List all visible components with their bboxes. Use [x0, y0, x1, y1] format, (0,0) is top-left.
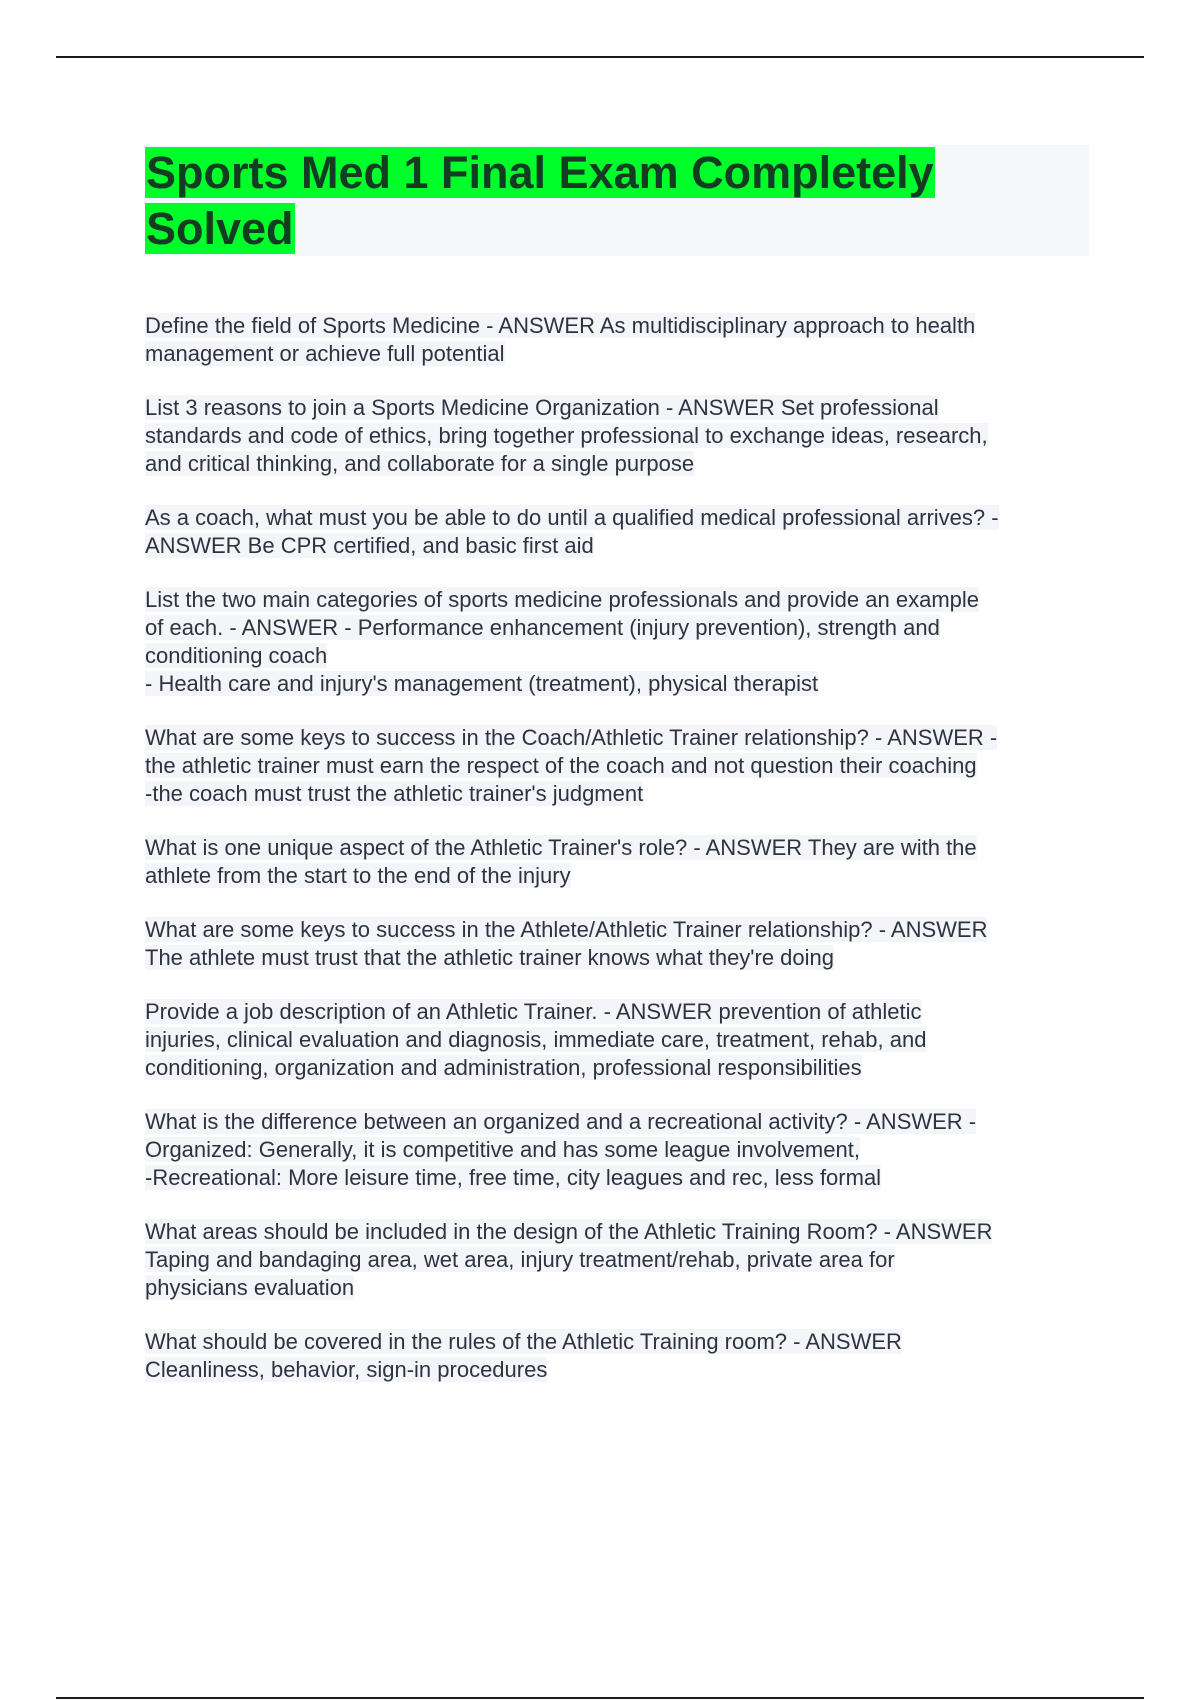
qa-text: management or achieve full potential	[145, 341, 505, 366]
qa-item	[145, 504, 1089, 560]
qa-text: and critical thinking, and collaborate for a single purpose	[145, 451, 695, 476]
qa-line	[145, 1328, 1089, 1356]
qa-line	[145, 1356, 1089, 1384]
qa-text: The athlete must trust that the athletic trainer knows what they're doing	[145, 945, 835, 970]
qa-text: What is the difference between an organized and a recreational activity? - ANSWER -	[145, 1109, 977, 1134]
qa-text: Define the field of Sports Medicine - ANSWER As multidisciplinary approach to health	[145, 313, 976, 338]
qa-line	[145, 504, 1089, 532]
qa-text: the athletic trainer must earn the respect of the coach and not question their coaching	[145, 753, 977, 778]
page-title	[145, 145, 1089, 257]
qa-item	[145, 1108, 1089, 1192]
bottom-divider	[56, 1697, 1144, 1699]
qa-text: What is one unique aspect of the Athletic Trainer's role? - ANSWER They are with the	[145, 835, 977, 860]
qa-line	[145, 1136, 1089, 1164]
qa-text: - Health care and injury's management (treatment), physical therapist	[145, 671, 819, 696]
qa-line	[145, 1108, 1089, 1136]
qa-line	[145, 586, 1089, 614]
qa-line	[145, 670, 1089, 698]
qa-text: of each. - ANSWER - Performance enhancement (injury prevention), strength and	[145, 615, 940, 640]
qa-text: conditioning coach	[145, 643, 328, 668]
qa-text: injuries, clinical evaluation and diagnosis, immediate care, treatment, rehab, and	[145, 1027, 927, 1052]
qa-line	[145, 450, 1089, 478]
top-divider	[56, 56, 1144, 58]
qa-line	[145, 532, 1089, 560]
qa-line	[145, 340, 1089, 368]
qa-line	[145, 998, 1089, 1026]
qa-text: Taping and bandaging area, wet area, injury treatment/rehab, private area for	[145, 1247, 895, 1272]
qa-text: What are some keys to success in the Coach/Athletic Trainer relationship? - ANSWER -	[145, 725, 998, 750]
qa-line	[145, 1246, 1089, 1274]
qa-text: -Recreational: More leisure time, free time, city leagues and rec, less formal	[145, 1165, 882, 1190]
qa-line	[145, 642, 1089, 670]
qa-item	[145, 1218, 1089, 1302]
qa-line	[145, 1054, 1089, 1082]
qa-line	[145, 752, 1089, 780]
qa-text: As a coach, what must you be able to do until a qualified medical professional arrives? -	[145, 505, 999, 530]
qa-item	[145, 586, 1089, 698]
qa-text: physicians evaluation	[145, 1275, 355, 1300]
qa-line	[145, 1274, 1089, 1302]
qa-line	[145, 724, 1089, 752]
qa-text: ANSWER Be CPR certified, and basic first aid	[145, 533, 594, 558]
qa-list	[145, 312, 1089, 1410]
qa-item	[145, 312, 1089, 368]
qa-text: athlete from the start to the end of the injury	[145, 863, 571, 888]
qa-text: Organized: Generally, it is competitive and has some league involvement,	[145, 1137, 860, 1162]
qa-item	[145, 998, 1089, 1082]
qa-line	[145, 834, 1089, 862]
qa-line	[145, 916, 1089, 944]
qa-text: -the coach must trust the athletic trainer's judgment	[145, 781, 644, 806]
title-block	[145, 145, 1089, 256]
qa-line	[145, 944, 1089, 972]
title-line-1: Sports Med 1 Final Exam Completely	[146, 147, 934, 198]
qa-line	[145, 312, 1089, 340]
qa-text: List 3 reasons to join a Sports Medicine Organization - ANSWER Set professional	[145, 395, 939, 420]
qa-text: List the two main categories of sports medicine professionals and provide an example	[145, 587, 980, 612]
qa-line	[145, 862, 1089, 890]
qa-text: What areas should be included in the design of the Athletic Training Room? - ANSWER	[145, 1219, 993, 1244]
qa-line	[145, 614, 1089, 642]
qa-line	[145, 394, 1089, 422]
qa-line	[145, 780, 1089, 808]
qa-text: What should be covered in the rules of the Athletic Training room? - ANSWER	[145, 1329, 902, 1354]
qa-text: conditioning, organization and administration, professional responsibilities	[145, 1055, 862, 1080]
qa-line	[145, 1026, 1089, 1054]
qa-item	[145, 1328, 1089, 1384]
qa-line	[145, 1218, 1089, 1246]
qa-item	[145, 394, 1089, 478]
qa-item	[145, 724, 1089, 808]
title-line-2: Solved	[146, 203, 294, 254]
qa-line	[145, 1164, 1089, 1192]
qa-item	[145, 834, 1089, 890]
qa-item	[145, 916, 1089, 972]
qa-text: Cleanliness, behavior, sign-in procedures	[145, 1357, 548, 1382]
qa-text: Provide a job description of an Athletic Trainer. - ANSWER prevention of athletic	[145, 999, 922, 1024]
qa-text: What are some keys to success in the Athlete/Athletic Trainer relationship? - ANSWER	[145, 917, 988, 942]
qa-text: standards and code of ethics, bring together professional to exchange ideas, research,	[145, 423, 988, 448]
qa-line	[145, 422, 1089, 450]
